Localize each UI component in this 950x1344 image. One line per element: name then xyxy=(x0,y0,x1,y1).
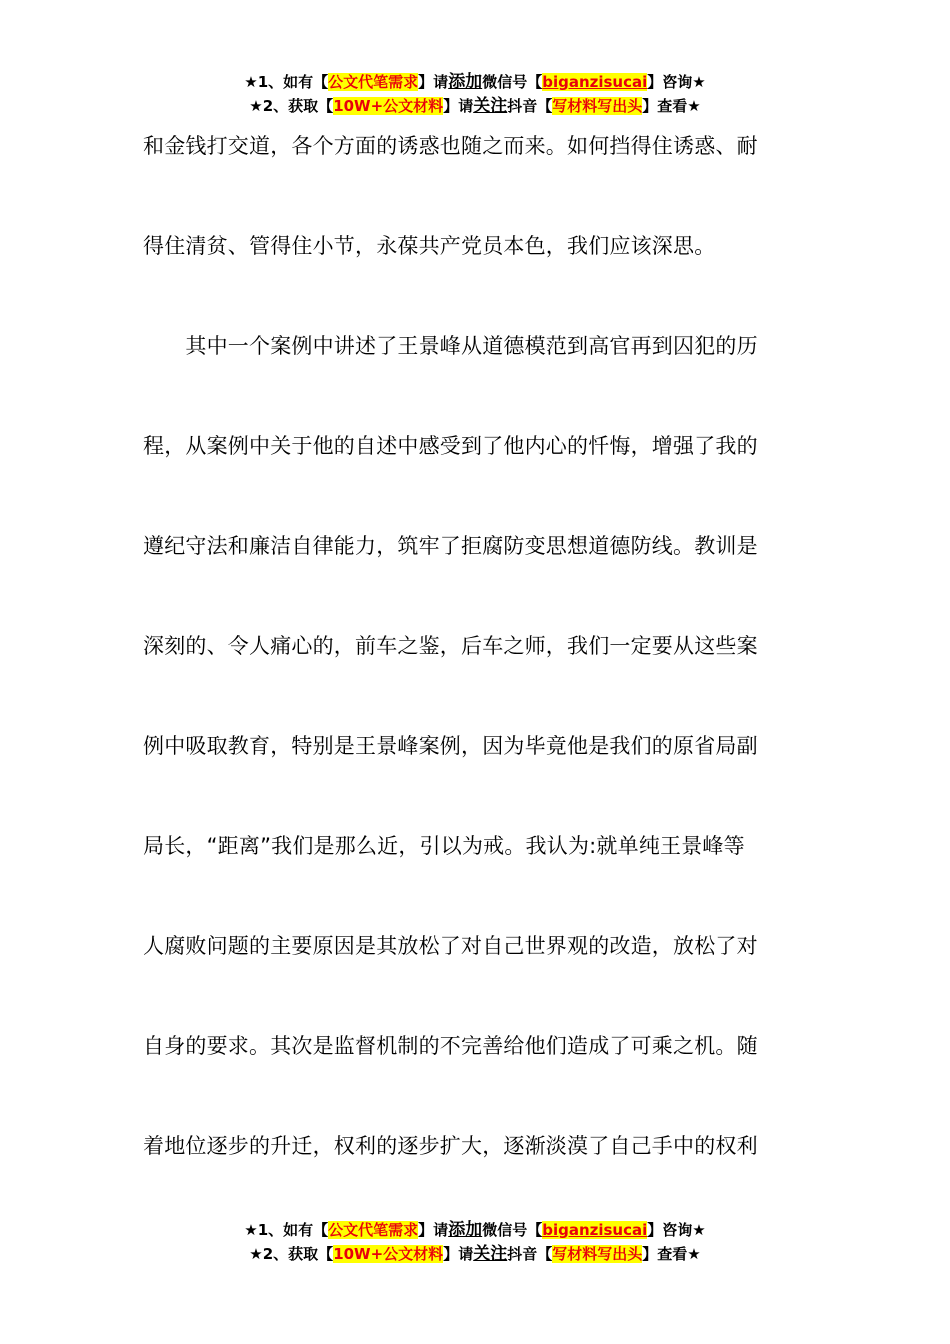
banner-text: 抖音【 xyxy=(507,1245,553,1263)
banner-text: 】请 xyxy=(443,97,474,115)
banner-text: 】请 xyxy=(418,73,449,91)
wechat-id-link[interactable]: biganzisucai xyxy=(542,73,648,91)
body-line: 其中一个案例中讲述了王景峰从道德模范到高官再到囚犯的历 xyxy=(143,334,758,358)
header-banner xyxy=(0,70,950,118)
body-line: 得住清贫、管得住小节，永葆共产党员本色，我们应该深思。 xyxy=(143,234,716,258)
banner-emphasis: 关注 xyxy=(473,96,508,116)
body-line: 自身的要求。其次是监督机制的不完善给他们造成了可乘之机。随 xyxy=(143,1034,758,1058)
banner-text: 】请 xyxy=(443,1245,474,1263)
banner-text: ★1、如有【 xyxy=(244,73,329,91)
footer-banner xyxy=(0,1218,950,1266)
banner-line-1 xyxy=(0,70,950,94)
banner-text: 】请 xyxy=(418,1221,449,1239)
banner-text: 微信号【 xyxy=(482,73,543,91)
banner-text: 】查看★ xyxy=(642,1245,701,1263)
banner-line-1 xyxy=(0,1218,950,1242)
banner-text: ★2、获取【 xyxy=(249,1245,334,1263)
banner-emphasis: 关注 xyxy=(473,1244,508,1264)
banner-emphasis: 添加 xyxy=(448,1220,483,1240)
service-highlight: 公文代笔需求 xyxy=(328,73,419,91)
body-line: 和金钱打交道，各个方面的诱惑也随之而来。如何挡得住诱惑、耐 xyxy=(143,134,758,158)
document-body xyxy=(143,118,807,1218)
banner-text: 微信号【 xyxy=(482,1221,543,1239)
body-line: 例中吸取教育，特别是王景峰案例，因为毕竟他是我们的原省局副 xyxy=(143,734,758,758)
banner-line-2 xyxy=(0,1242,950,1266)
body-line: 人腐败问题的主要原因是其放松了对自己世界观的改造，放松了对 xyxy=(143,934,758,958)
body-line: 深刻的、令人痛心的，前车之鉴，后车之师，我们一定要从这些案 xyxy=(143,634,758,658)
banner-text: 抖音【 xyxy=(507,97,553,115)
service-highlight: 公文代笔需求 xyxy=(328,1221,419,1239)
materials-highlight: 10W+公文材料 xyxy=(333,97,444,115)
body-line: 着地位逐步的升迁，权利的逐步扩大，逐渐淡漠了自己手中的权利 xyxy=(143,1134,758,1158)
body-line: 遵纪守法和廉洁自律能力，筑牢了拒腐防变思想道德防线。教训是 xyxy=(143,534,758,558)
banner-text: 】查看★ xyxy=(642,97,701,115)
body-line: 程，从案例中关于他的自述中感受到了他内心的忏悔，增强了我的 xyxy=(143,434,758,458)
body-line: 局长，“距离”我们是那么近，引以为戒。我认为:就单纯王景峰等 xyxy=(143,834,745,858)
douyin-account-highlight: 写材料写出头 xyxy=(552,1245,643,1263)
wechat-id-link[interactable]: biganzisucai xyxy=(542,1221,648,1239)
banner-text: ★2、获取【 xyxy=(249,97,334,115)
materials-highlight: 10W+公文材料 xyxy=(333,1245,444,1263)
banner-emphasis: 添加 xyxy=(448,72,483,92)
banner-line-2 xyxy=(0,94,950,118)
banner-text: ★1、如有【 xyxy=(244,1221,329,1239)
banner-text: 】咨询★ xyxy=(647,1221,706,1239)
banner-text: 】咨询★ xyxy=(647,73,706,91)
douyin-account-highlight: 写材料写出头 xyxy=(552,97,643,115)
